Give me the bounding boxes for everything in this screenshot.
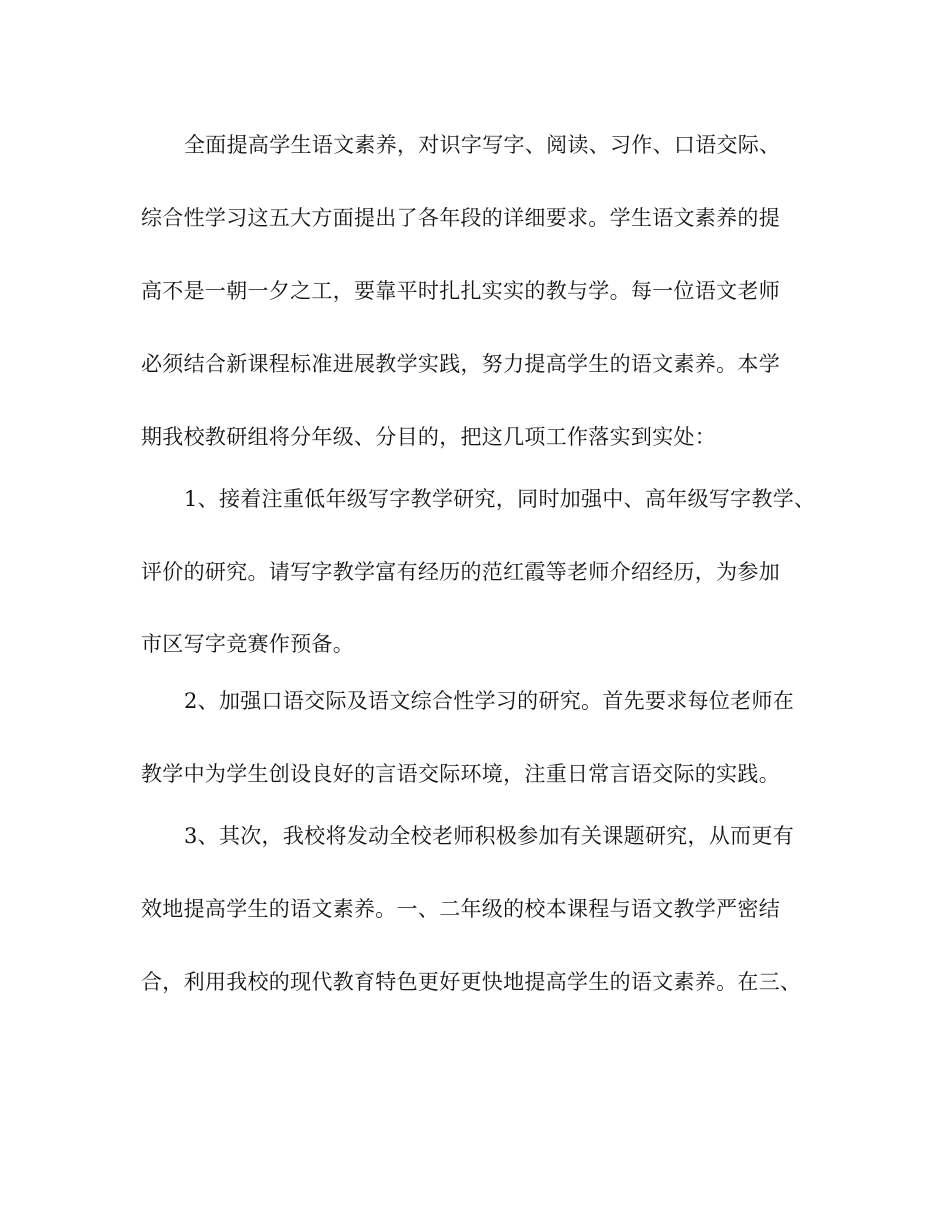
list-item-line: 2、加强口语交际及语文综合性学习的研究。首先要求每位老师在 xyxy=(184,689,795,713)
list-item-line: 市区写字竞赛作预备。 xyxy=(141,632,354,656)
paragraph-line: 全面提高学生语文素养，对识字写字、阅读、习作、口语交际、 xyxy=(184,133,781,157)
paragraph-line: 期我校教研组将分年级、分目的，把这几项工作落实到实处： xyxy=(141,425,717,449)
list-item-line: 评价的研究。请写字教学富有经历的范红霞等老师介绍经历，为参加 xyxy=(141,560,780,584)
list-item-line: 1、接着注重低年级写字教学研究，同时加强中、高年级写字教学、 xyxy=(184,487,816,511)
list-item-line: 效地提高学生的语文素养。一、二年级的校本课程与语文教学严密结 xyxy=(141,897,780,921)
list-item-line: 合，利用我校的现代教育特色更好更快地提高学生的语文素养。在三、 xyxy=(141,970,802,994)
list-item-line: 教学中为学生创设良好的言语交际环境，注重日常言语交际的实践。 xyxy=(141,762,780,786)
list-item-line: 3、其次，我校将发动全校老师积极参加有关课题研究，从而更有 xyxy=(184,824,795,848)
paragraph-line: 综合性学习这五大方面提出了各年段的详细要求。学生语文素养的提 xyxy=(141,206,780,230)
paragraph-line: 高不是一朝一夕之工，要靠平时扎扎实实的教与学。每一位语文老师 xyxy=(141,279,780,303)
paragraph-line: 必须结合新课程标准进展教学实践，努力提高学生的语文素养。本学 xyxy=(141,352,780,376)
